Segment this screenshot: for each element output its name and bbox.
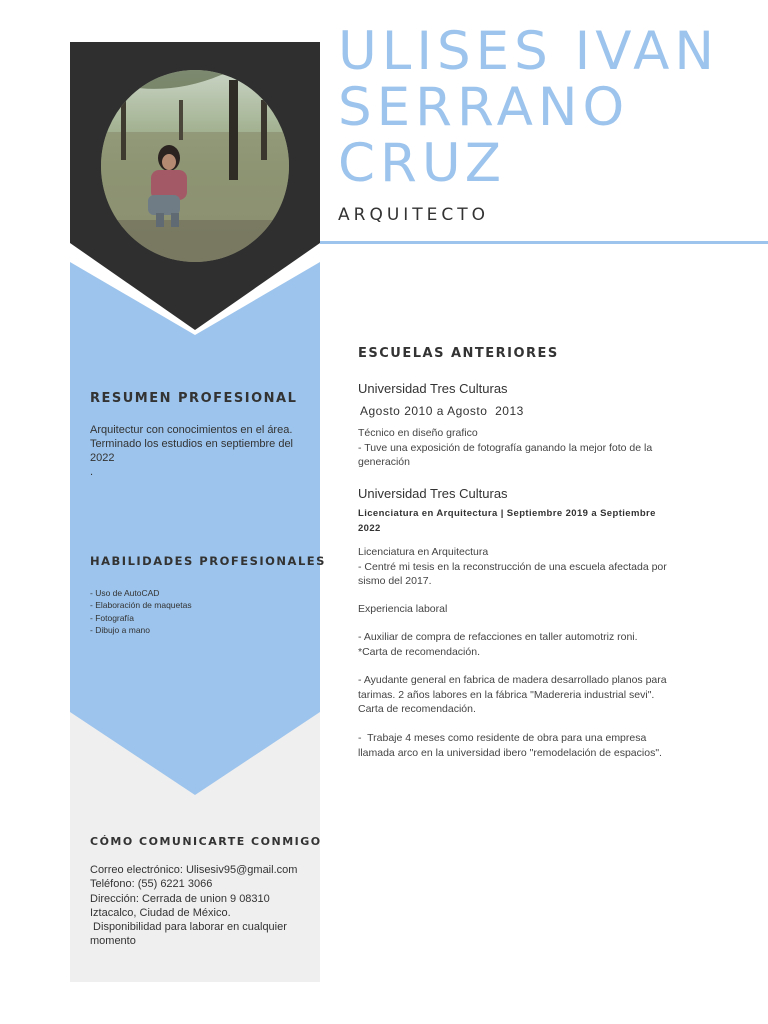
summary-text <box>90 423 310 479</box>
contact-block <box>90 863 315 949</box>
skill-item: - Uso de AutoCAD <box>90 588 160 598</box>
school-2-line: sismo del 2017. <box>358 575 432 587</box>
contact-address: Dirección: Cerrada de union 9 08310 <box>90 892 270 905</box>
job-title: ARQUITECTO <box>338 205 490 225</box>
experience-line: tarimas. 2 años labores en la fábrica "Madereria industrial sevi". <box>358 688 655 701</box>
summary-line: 2022 <box>90 452 115 464</box>
school-1-description <box>358 426 698 470</box>
contact-title: CÓMO COMUNICARTE CONMIGO <box>90 835 322 848</box>
contact-availability: Disponibilidad para laborar en cualquier <box>90 921 287 934</box>
experience-line: Carta de recomendación. <box>358 703 476 715</box>
skill-item: - Fotografía <box>90 612 134 623</box>
experience-item-3 <box>358 731 698 760</box>
school-1-line: - Tuve una exposición de fotografía ganando la mejor foto de la <box>358 441 653 454</box>
contact-address-city: Iztacalco, Ciudad de México. <box>90 906 231 919</box>
school-1-name: Universidad Tres Culturas <box>358 381 508 396</box>
contact-availability-cont: momento <box>90 935 136 948</box>
experience-line: - Trabaje 4 meses como residente de obra para una empresa <box>358 732 647 744</box>
school-2-line: Licenciatura en Arquitectura <box>358 546 489 558</box>
sidebar-blue-chevron <box>70 262 320 795</box>
experience-line: - Auxiliar de compra de refacciones en taller automotriz roni. <box>358 631 638 643</box>
experience-item-1 <box>358 630 698 659</box>
name-line-2: SERRANO <box>338 77 630 138</box>
school-2-dates-line: 2022 <box>358 522 381 534</box>
school-1-line: Técnico en diseño grafico <box>358 427 478 439</box>
profile-photo-image <box>101 70 289 262</box>
experience-line: - Ayudante general en fabrica de madera desarrollado planos para <box>358 674 667 686</box>
school-2-description <box>358 545 698 589</box>
experience-line: *Carta de recomendación. <box>358 645 480 658</box>
summary-title: RESUMEN PROFESIONAL <box>90 391 298 406</box>
school-2-dates <box>358 507 688 536</box>
school-2-name: Universidad Tres Culturas <box>358 486 508 501</box>
school-1-line: generación <box>358 456 410 468</box>
experience-item-2 <box>358 673 698 717</box>
contact-phone: Teléfono: (55) 6221 3066 <box>90 878 213 891</box>
skill-item: - Dibujo a mano <box>90 624 151 635</box>
header-divider <box>320 241 768 244</box>
profile-photo <box>101 70 289 262</box>
school-2-line: - Centré mi tesis en la reconstrucción de una escuela afectada por <box>358 560 667 573</box>
name-line-3: CRUZ <box>338 133 507 194</box>
skill-item: - Elaboración de maquetas <box>90 600 192 611</box>
summary-line: . <box>90 466 94 478</box>
schools-title: ESCUELAS ANTERIORES <box>358 346 559 361</box>
name-line-1: ULISES IVAN <box>338 21 719 82</box>
experience-title: Experiencia laboral <box>358 603 448 615</box>
contact-email: Correo electrónico: Ulisesiv95@gmail.com <box>90 864 298 876</box>
school-2-dates-line: Licenciatura en Arquitectura | Septiembre 2019 a Septiembre <box>358 508 656 519</box>
summary-line: Arquitectur con conocimientos en el área. <box>90 424 293 436</box>
skills-list <box>90 587 310 636</box>
summary-line: Terminado los estudios en septiembre del <box>90 438 294 450</box>
skills-title: HABILIDADES PROFESIONALES <box>90 554 326 568</box>
experience-line: llamada arco en la universidad ibero "remodelación de espacios". <box>358 746 662 759</box>
school-1-dates: Agosto 2010 a Agosto 2013 <box>360 404 524 418</box>
